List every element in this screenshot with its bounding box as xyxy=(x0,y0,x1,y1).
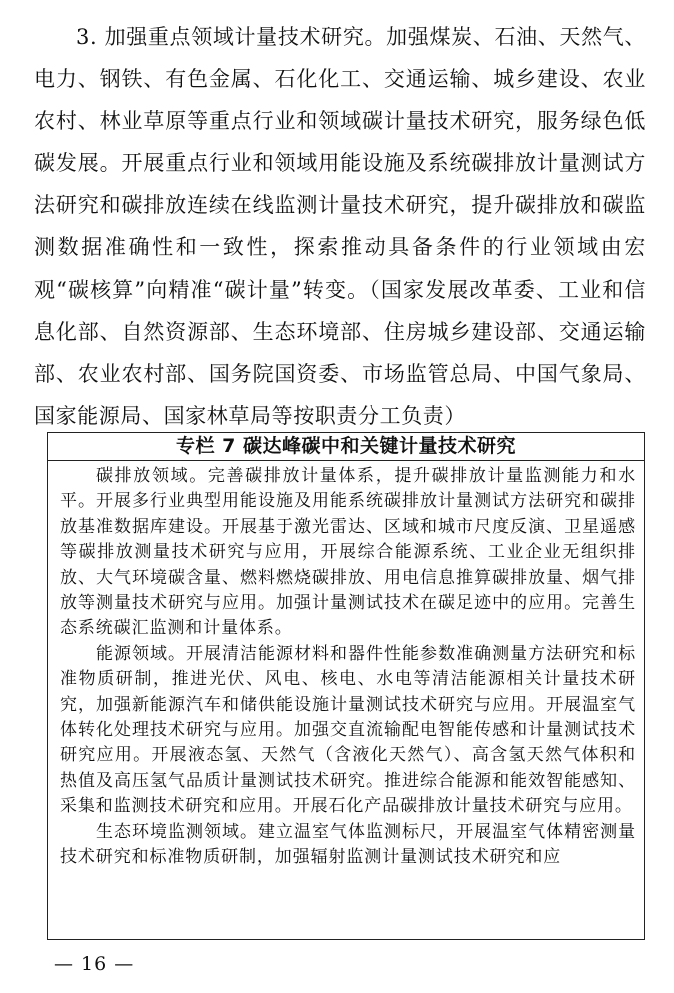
box-paragraph-carbon-emission: 碳排放领域。完善碳排放计量体系，提升碳排放计量监测能力和水平。开展多行业典型用能设施及用能系统碳排放计量测试方法研究和碳排放基准数据库建设。开展基于激光雷达、区域和城市尺度反演、卫星遥感等碳排放测量技术研究与应用，开展综合能源系统、工业企业无组织排放、大气环境碳含量、燃料燃烧碳排放、用电信息推算碳排放量、烟气排放等测量技术研究与应用。加强计量测试技术在碳足迹中的应用。完善生态系统碳汇监测和计量体系。 xyxy=(60,466,636,639)
box-paragraph-energy: 能源领域。开展清洁能源材料和器件性能参数准确测量方法研究和标准物质研制，推进光伏、风电、核电、水电等清洁能源相关计量技术研究，加强新能源汽车和储供能设施计量测试技术研究与应用。开展温室气体转化处理技术研究与应用。加强交直流输配电智能传感和计量测试技术研究应用。开展液态氢、天然气（含液化天然气）、高含氢天然气体积和热值及高压氢气品质计量测试技术研究。推进综合能源和能效智能感知、采集和监测技术研究和应用。开展石化产品碳排放计量技术研究与应用。 xyxy=(60,643,636,817)
column-box-body xyxy=(48,461,644,871)
column-box xyxy=(47,432,645,940)
column-box-title: 专栏 7 碳达峰碳中和关键计量技术研究 xyxy=(48,433,644,461)
box-paragraph-eco-monitoring: 生态环境监测领域。建立温室气体监测标尺，开展温室气体精密测量技术研究和标准物质研制，加强辐射监测计量测试技术研究和应 xyxy=(60,821,636,868)
page-number: — 16 — xyxy=(54,953,135,975)
body-paragraph: 3. 加强重点领域计量技术研究。加强煤炭、石油、天然气、电力、钢铁、有色金属、石化化工、交通运输、城乡建设、农业农村、林业草原等重点行业和领域碳计量技术研究，服务绿色低碳发展。开展重点行业和领域用能设施及系统碳排放计量测试方法研究和碳排放连续在线监测计量技术研究，提升碳排放和碳监测数据准确性和一致性，探索推动具备条件的行业领域由宏观“碳核算”向精准“碳计量”转变。（国家发展改革委、工业和信息化部、自然资源部、生态环境部、住房城乡建设部、交通运输部、农业农村部、国务院国资委、市场监管总局、中国气象局、国家能源局、国家林草局等按职责分工负责） xyxy=(34,25,646,428)
